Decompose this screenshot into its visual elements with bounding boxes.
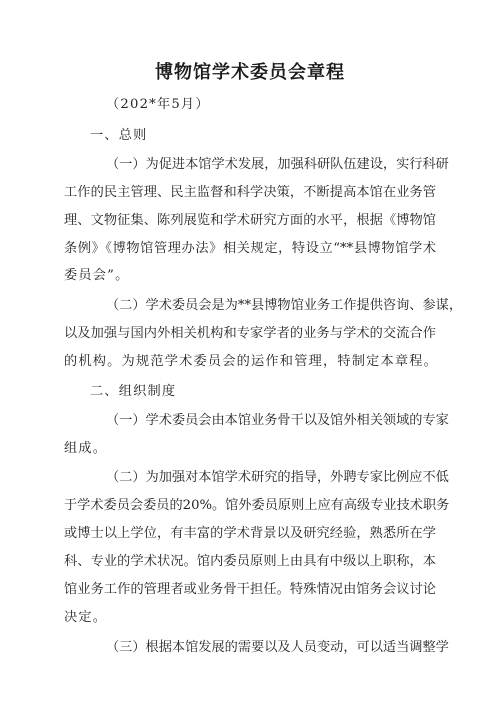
section-heading-general: 一、总则 <box>90 128 148 143</box>
paragraph-line: 科、专业的学术状况。馆内委员原则上由具有中级以上职称，本 <box>64 554 436 569</box>
paragraph-line: 工作的民主管理、民主监督和科学决策，不断提高本馆在业务管 <box>64 185 436 200</box>
document-title: 博物馆学术委员会章程 <box>155 62 345 83</box>
paragraph-line: 理、文物征集、陈列展览和学术研究方面的水平，根据《博物馆 <box>64 213 436 228</box>
document-date: （202*年5月） <box>106 97 210 112</box>
paragraph-line: 条例》《博物馆管理办法》相关规定，特设立“**县博物馆学术 <box>64 241 436 256</box>
paragraph-line: 馆业务工作的管理者或业务骨干担任。特殊情况由馆务会议讨论 <box>64 582 436 597</box>
paragraph-line: 或博士以上学位，有丰富的学术背景以及研究经验，熟悉所在学 <box>64 526 436 541</box>
paragraph-line: （三）根据本馆发展的需要以及人员变动，可以适当调整学 <box>106 640 449 655</box>
paragraph-line: 委员会”。 <box>64 268 130 283</box>
paragraph-line: （一）为促进本馆学术发展，加强科研队伍建设，实行科研 <box>106 157 449 172</box>
paragraph-line: 的机构。为规范学术委员会的运作和管理，特制定本章程。 <box>64 354 439 369</box>
paragraph-line: 组成。 <box>64 441 108 456</box>
paragraph-line: （二）学术委员会是为**县博物馆业务工作提供咨询、参谋， <box>106 298 463 313</box>
paragraph-line: 于学术委员会委员的20%。馆外委员原则上应有高级专业技术职务 <box>64 498 450 513</box>
paragraph-line: （二）为加强对本馆学术研究的指导，外聘专家比例应不低 <box>106 470 449 485</box>
paragraph-line: （一）学术委员会由本馆业务骨干以及馆外相关领域的专家 <box>106 413 449 428</box>
paragraph-line: 以及加强与国内外相关机构和专家学者的业务与学术的交流合作 <box>64 326 436 341</box>
paragraph-line: 决定。 <box>64 610 108 625</box>
section-heading-organization: 二、组织制度 <box>90 384 177 399</box>
